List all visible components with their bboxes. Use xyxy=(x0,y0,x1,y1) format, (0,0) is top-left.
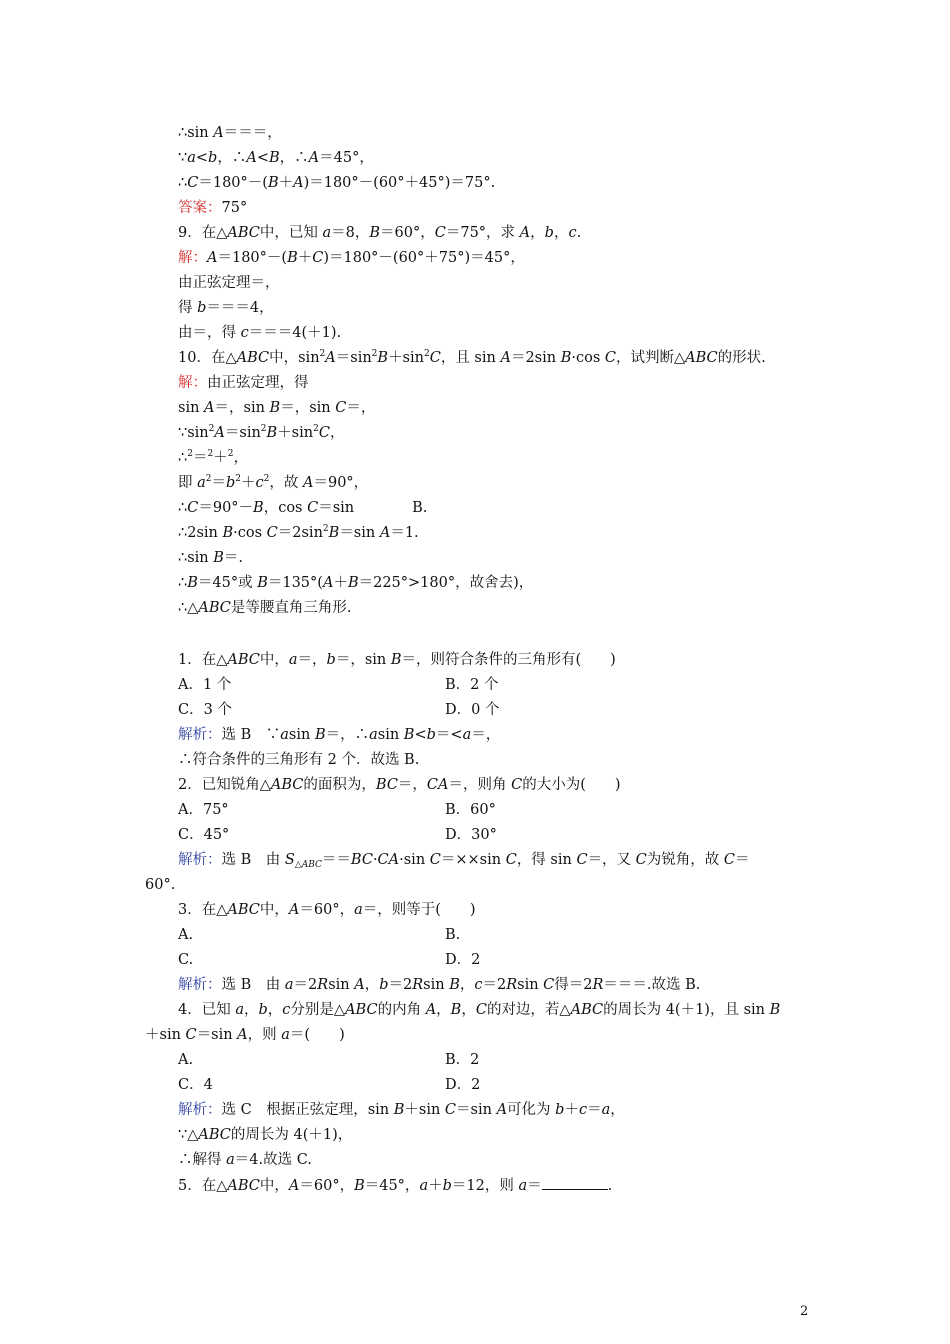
text-line: D．2 xyxy=(445,1077,481,1093)
text-line: D．30° xyxy=(445,827,497,843)
text-line: ∴C＝90°－B，cos C＝sin B. xyxy=(178,500,428,516)
text-line: 解析：选 B 由 a＝2Rsin A，b＝2Rsin B，c＝2Rsin C得＝2R＝＝＝.故选 B. xyxy=(178,977,701,993)
text-line: 解析：选 B ∵asin B＝，∴asin B<b＝<a＝， xyxy=(178,727,501,743)
text-line: 解析：选 C 根据正弦定理，sin B＋sin C＝sin A可化为 b＋c＝a， xyxy=(178,1102,625,1118)
text-line: 10．在△ABC中，$\sin^2A=\sin^2B+\sin^2C$，且 sin A＝2sin B·cos C，试判断△ABC的形状. xyxy=(178,349,766,366)
text-line: 1．在△ABC中，a＝，b＝，sin B＝，则符合条件的三角形有( ) xyxy=(178,652,616,668)
text-line: ∴$^2$＝$^2$＋$^2$， xyxy=(178,449,248,466)
text-line: 解析：选 B 由 $S_{\triangle ABC}==BC\cdot CA\cdot\sin$ C＝××sin C，得 sin C＝，又 C为锐角，故 C＝ xyxy=(178,852,750,870)
text-line: C．45° xyxy=(178,827,230,843)
text-line: 解：A＝180°－(B＋C)＝180°－(60°＋75°)＝45°， xyxy=(178,250,525,266)
text-line: D．0 个 xyxy=(445,702,500,718)
text-line: sin A＝，sin B＝，sin C＝， xyxy=(178,400,376,416)
text-line: C．3 个 xyxy=(178,702,232,718)
text-line: ∴符合条件的三角形有 2 个．故选 B. xyxy=(178,752,420,768)
text-line: ∵△ABC的周长为 4(＋1)， xyxy=(178,1127,353,1143)
text-line: 即 $a^2=b^2+c^2$，故 A＝90°， xyxy=(178,474,369,491)
text-line: A. xyxy=(178,927,194,943)
text-line: ∴解得 a＝4.故选 C. xyxy=(178,1152,312,1168)
text-line: B. xyxy=(445,927,461,943)
text-line: 4．已知 a，b，c分别是△ABC的内角 A，B，C的对边，若△ABC的周长为 4(＋1)，且 sin B xyxy=(178,1002,781,1018)
text-line: B．60° xyxy=(445,802,496,818)
text-line: C．4 xyxy=(178,1077,213,1093)
text-line: ∴sin B＝. xyxy=(178,550,244,566)
page-number: 2 xyxy=(800,1304,809,1319)
text-line: ＋sin C＝sin A，则 a＝( ) xyxy=(145,1027,345,1043)
text-line: ∵a<b，∴A<B，∴A＝45°， xyxy=(178,150,374,166)
text-line: ∴sin A＝＝＝， xyxy=(178,125,282,141)
text-line: 2．已知锐角△ABC的面积为，BC＝，CA＝，则角 C的大小为( ) xyxy=(178,777,621,793)
text-line: 答案：75° xyxy=(178,200,248,216)
text-line: 由正弦定理＝， xyxy=(178,275,280,291)
text-line: ∴B＝45°或 B＝135°(A＋B＝225°>180°，故舍去)， xyxy=(178,575,534,591)
text-line: 60°. xyxy=(145,877,176,893)
text-line: $\because\sin^2A=\sin^2B+\sin^2C$， xyxy=(178,424,345,441)
text-line: B．2 个 xyxy=(445,677,499,693)
text-line: 5．在△ABC中，A＝60°，B＝45°，a＋b＝12，则 a＝ . xyxy=(178,1178,613,1194)
text-line: 3．在△ABC中，A＝60°，a＝，则等于( ) xyxy=(178,902,476,918)
text-line: D．2 xyxy=(445,952,481,968)
text-line: 得 b＝＝＝4， xyxy=(178,300,274,316)
text-line: ∴△ABC是等腰直角三角形. xyxy=(178,600,352,616)
text-line: ∴2sin B·cos $C=2\sin^2B=\sin$ A＝1. xyxy=(178,524,419,541)
text-line: 解：由正弦定理，得 xyxy=(178,375,309,391)
text-line: A. xyxy=(178,1052,194,1068)
text-line: A．1 个 xyxy=(178,677,232,693)
text-line: C. xyxy=(178,952,194,968)
text-line: ∴C＝180°－(B＋A)＝180°－(60°＋45°)＝75°. xyxy=(178,175,496,191)
text-line: A．75° xyxy=(178,802,229,818)
text-line: B．2 xyxy=(445,1052,480,1068)
text-line: 9．在△ABC中，已知 a＝8，B＝60°，C＝75°，求 A，b，c. xyxy=(178,225,582,241)
text-line: 由＝，得 c＝＝＝4(＋1). xyxy=(178,325,342,341)
